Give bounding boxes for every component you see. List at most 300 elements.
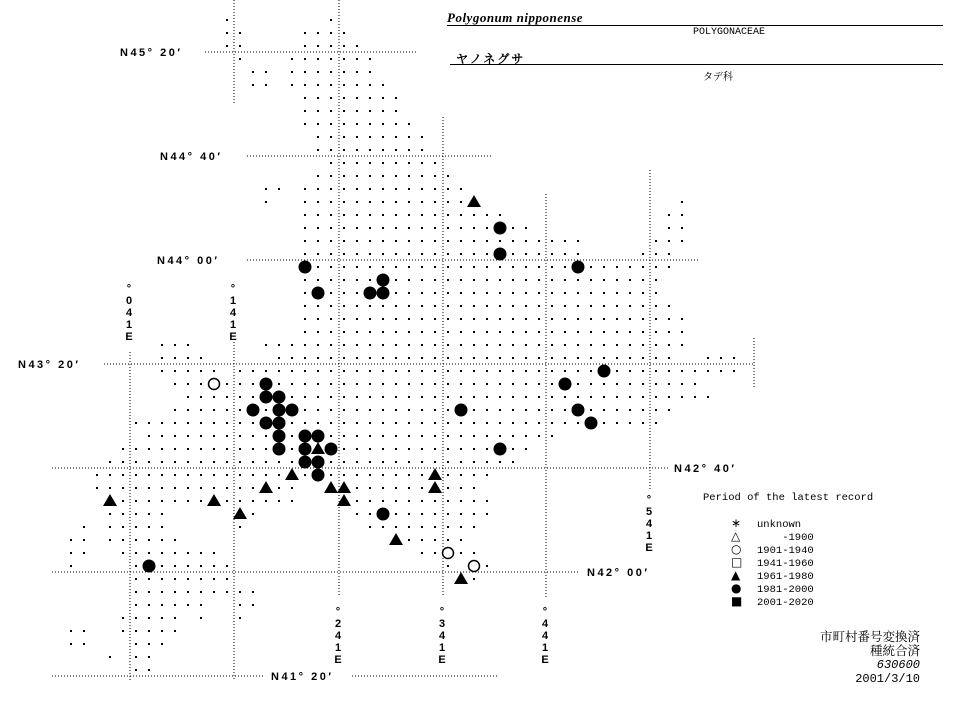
- longitude-label-char: 4: [541, 618, 549, 630]
- mesh-dot: [174, 383, 176, 385]
- mesh-dot: [161, 565, 163, 567]
- mesh-dot: [395, 331, 397, 333]
- japanese-name: ヤノネグサ: [456, 52, 526, 66]
- mesh-dot: [421, 279, 423, 281]
- record-filled-circle-1981-2000: [273, 430, 286, 443]
- mesh-dot: [382, 370, 384, 372]
- mesh-dot: [447, 435, 449, 437]
- mesh-dot: [369, 240, 371, 242]
- mesh-dot: [408, 149, 410, 151]
- mesh-dot: [83, 526, 85, 528]
- mesh-dot: [707, 396, 709, 398]
- mesh-dot: [226, 396, 228, 398]
- mesh-dot: [369, 253, 371, 255]
- mesh-dot: [421, 474, 423, 476]
- mesh-dot: [239, 409, 241, 411]
- mesh-dot: [434, 396, 436, 398]
- mesh-dot: [538, 279, 540, 281]
- mesh-dot: [577, 422, 579, 424]
- mesh-dot: [200, 422, 202, 424]
- mesh-dot: [395, 188, 397, 190]
- mesh-dot: [642, 318, 644, 320]
- mesh-dot: [460, 357, 462, 359]
- mesh-dot: [148, 669, 150, 671]
- mesh-dot: [213, 409, 215, 411]
- mesh-dot: [460, 500, 462, 502]
- mesh-dot: [460, 396, 462, 398]
- mesh-dot: [226, 448, 228, 450]
- mesh-dot: [629, 344, 631, 346]
- mesh-dot: [525, 227, 527, 229]
- mesh-dot: [668, 357, 670, 359]
- mesh-dot: [408, 344, 410, 346]
- mesh-dot: [148, 591, 150, 593]
- mesh-dot: [486, 383, 488, 385]
- mesh-dot: [447, 279, 449, 281]
- mesh-dot: [369, 110, 371, 112]
- mesh-dot: [512, 461, 514, 463]
- mesh-dot: [395, 500, 397, 502]
- mesh-dot: [447, 370, 449, 372]
- mesh-dot: [187, 448, 189, 450]
- mesh-dot: [408, 227, 410, 229]
- mesh-dot: [564, 331, 566, 333]
- mesh-dot: [122, 474, 124, 476]
- mesh-dot: [317, 396, 319, 398]
- mesh-dot: [473, 266, 475, 268]
- mesh-dot: [148, 643, 150, 645]
- longitude-label-char: °: [439, 606, 445, 618]
- mesh-dot: [460, 188, 462, 190]
- mesh-dot: [408, 435, 410, 437]
- mesh-dot: [356, 162, 358, 164]
- open-triangle-symbol-icon: △: [731, 529, 741, 543]
- mesh-dot: [369, 370, 371, 372]
- mesh-dot: [642, 253, 644, 255]
- mesh-dot: [109, 526, 111, 528]
- mesh-dot: [603, 344, 605, 346]
- mesh-dot: [291, 396, 293, 398]
- mesh-dot: [551, 435, 553, 437]
- mesh-dot: [382, 422, 384, 424]
- mesh-dot: [499, 435, 501, 437]
- longitude-label-char: °: [230, 283, 236, 295]
- mesh-dot: [304, 188, 306, 190]
- mesh-dot: [629, 357, 631, 359]
- mesh-dot: [200, 370, 202, 372]
- mesh-dot: [629, 305, 631, 307]
- mesh-dot: [538, 240, 540, 242]
- mesh-dot: [369, 305, 371, 307]
- mesh-dot: [525, 448, 527, 450]
- mesh-dot: [343, 474, 345, 476]
- mesh-dot: [538, 357, 540, 359]
- mesh-dot: [317, 331, 319, 333]
- record-filled-circle-1981-2000: [273, 391, 286, 404]
- mesh-dot: [122, 630, 124, 632]
- open-square-symbol-icon: □: [731, 555, 743, 569]
- mesh-dot: [629, 396, 631, 398]
- mesh-dot: [330, 474, 332, 476]
- mesh-dot: [252, 396, 254, 398]
- mesh-dot: [239, 370, 241, 372]
- mesh-dot: [200, 396, 202, 398]
- mesh-dot: [395, 396, 397, 398]
- mesh-dot: [122, 461, 124, 463]
- record-filled-circle-1981-2000: [325, 443, 338, 456]
- mesh-dot: [122, 617, 124, 619]
- mesh-dot: [369, 279, 371, 281]
- mesh-dot: [473, 305, 475, 307]
- longitude-label-char: E: [229, 331, 237, 343]
- mesh-dot: [434, 461, 436, 463]
- mesh-dot: [226, 565, 228, 567]
- mesh-dot: [343, 227, 345, 229]
- mesh-dot: [343, 97, 345, 99]
- mesh-dot: [317, 71, 319, 73]
- mesh-dot: [213, 591, 215, 593]
- mesh-dot: [148, 539, 150, 541]
- legend-item-label: unknown: [757, 519, 802, 531]
- record-filled-circle-1981-2000: [494, 443, 507, 456]
- mesh-dot: [551, 318, 553, 320]
- mesh-dot: [239, 461, 241, 463]
- mesh-dot: [200, 357, 202, 359]
- mesh-dot: [577, 396, 579, 398]
- mesh-dot: [395, 513, 397, 515]
- mesh-dot: [382, 214, 384, 216]
- mesh-dot: [538, 409, 540, 411]
- mesh-dot: [174, 422, 176, 424]
- mesh-dot: [369, 71, 371, 73]
- mesh-dot: [434, 383, 436, 385]
- mesh-dot: [239, 617, 241, 619]
- record-filled-circle-1981-2000: [377, 274, 390, 287]
- mesh-dot: [551, 292, 553, 294]
- mesh-dot: [148, 474, 150, 476]
- mesh-dot: [577, 331, 579, 333]
- mesh-dot: [668, 305, 670, 307]
- mesh-dot: [681, 240, 683, 242]
- mesh-dot: [590, 279, 592, 281]
- mesh-dot: [356, 435, 358, 437]
- longitude-label-char: 1: [645, 530, 653, 542]
- mesh-dot: [434, 305, 436, 307]
- mesh-dot: [174, 617, 176, 619]
- mesh-dot: [629, 383, 631, 385]
- mesh-dot: [356, 318, 358, 320]
- legend-item-label: 1941-1960: [757, 558, 814, 570]
- mesh-dot: [317, 383, 319, 385]
- mesh-dot: [447, 331, 449, 333]
- mesh-dot: [278, 370, 280, 372]
- mesh-dot: [525, 422, 527, 424]
- mesh-dot: [200, 500, 202, 502]
- mesh-dot: [395, 149, 397, 151]
- mesh-dot: [317, 214, 319, 216]
- mesh-dot: [265, 71, 267, 73]
- mesh-dot: [369, 513, 371, 515]
- mesh-dot: [408, 500, 410, 502]
- mesh-dot: [434, 214, 436, 216]
- mesh-dot: [356, 149, 358, 151]
- mesh-dot: [343, 422, 345, 424]
- mesh-dot: [473, 500, 475, 502]
- mesh-dot: [382, 461, 384, 463]
- mesh-dot: [265, 461, 267, 463]
- mesh-dot: [421, 357, 423, 359]
- latitude-label: N42° 00′: [587, 567, 650, 579]
- mesh-dot: [551, 240, 553, 242]
- mesh-dot: [408, 461, 410, 463]
- mesh-dot: [330, 396, 332, 398]
- mesh-dot: [317, 45, 319, 47]
- mesh-dot: [317, 344, 319, 346]
- mesh-dot: [317, 279, 319, 281]
- mesh-dot: [395, 123, 397, 125]
- mesh-dot: [356, 84, 358, 86]
- mesh-dot: [330, 331, 332, 333]
- mesh-dot: [421, 188, 423, 190]
- longitude-label-char: E: [334, 654, 342, 666]
- mesh-dot: [200, 461, 202, 463]
- mesh-dot: [356, 487, 358, 489]
- mesh-dot: [525, 435, 527, 437]
- record-filled-circle-1981-2000: [364, 287, 377, 300]
- mesh-dot: [655, 357, 657, 359]
- family-name-japanese: タデ科: [703, 72, 733, 83]
- mesh-dot: [265, 409, 267, 411]
- mesh-dot: [512, 331, 514, 333]
- mesh-dot: [226, 487, 228, 489]
- mesh-dot: [655, 292, 657, 294]
- mesh-dot: [356, 71, 358, 73]
- mesh-dot: [200, 552, 202, 554]
- mesh-dot: [434, 279, 436, 281]
- mesh-dot: [668, 396, 670, 398]
- mesh-dot: [252, 422, 254, 424]
- mesh-dot: [343, 253, 345, 255]
- mesh-dot: [356, 266, 358, 268]
- mesh-dot: [252, 474, 254, 476]
- mesh-dot: [447, 526, 449, 528]
- mesh-dot: [382, 175, 384, 177]
- mesh-dot: [148, 422, 150, 424]
- mesh-dot: [395, 162, 397, 164]
- mesh-dot: [304, 84, 306, 86]
- mesh-dot: [174, 409, 176, 411]
- mesh-dot: [486, 292, 488, 294]
- mesh-dot: [343, 461, 345, 463]
- mesh-dot: [330, 214, 332, 216]
- mesh-dot: [330, 19, 332, 21]
- note-municipality-converted: 市町村番号変換済: [819, 629, 920, 644]
- mesh-dot: [70, 630, 72, 632]
- mesh-dot: [434, 539, 436, 541]
- mesh-dot: [447, 240, 449, 242]
- legend-item-label: 1961-1980: [757, 571, 814, 583]
- mesh-dot: [239, 604, 241, 606]
- mesh-dot: [161, 617, 163, 619]
- mesh-dot: [460, 539, 462, 541]
- mesh-dot: [304, 97, 306, 99]
- mesh-dot: [577, 279, 579, 281]
- legend-title: Period of the latest record: [703, 492, 874, 504]
- mesh-dot: [226, 578, 228, 580]
- mesh-dot: [447, 214, 449, 216]
- mesh-dot: [486, 370, 488, 372]
- mesh-dot: [499, 214, 501, 216]
- mesh-dot: [369, 97, 371, 99]
- mesh-dot: [460, 344, 462, 346]
- mesh-dot: [421, 292, 423, 294]
- mesh-dot: [395, 422, 397, 424]
- mesh-dot: [421, 422, 423, 424]
- mesh-dot: [148, 487, 150, 489]
- mesh-dot: [408, 422, 410, 424]
- mesh-dot: [382, 227, 384, 229]
- mesh-dot: [642, 292, 644, 294]
- mesh-dot: [382, 526, 384, 528]
- mesh-dot: [499, 331, 501, 333]
- mesh-dot: [642, 383, 644, 385]
- mesh-dot: [395, 370, 397, 372]
- mesh-dot: [174, 500, 176, 502]
- mesh-dot: [278, 357, 280, 359]
- mesh-dot: [239, 526, 241, 528]
- mesh-dot: [369, 448, 371, 450]
- mesh-dot: [473, 292, 475, 294]
- mesh-dot: [395, 383, 397, 385]
- mesh-dot: [161, 357, 163, 359]
- mesh-dot: [200, 383, 202, 385]
- mesh-dot: [265, 500, 267, 502]
- mesh-dot: [590, 318, 592, 320]
- mesh-dot: [343, 188, 345, 190]
- mesh-dot: [369, 136, 371, 138]
- longitude-label-char: 5: [645, 506, 653, 518]
- mesh-dot: [356, 175, 358, 177]
- mesh-dot: [421, 240, 423, 242]
- mesh-dot: [356, 97, 358, 99]
- mesh-dot: [252, 448, 254, 450]
- mesh-dot: [330, 136, 332, 138]
- mesh-dot: [421, 318, 423, 320]
- mesh-dot: [356, 136, 358, 138]
- mesh-dot: [408, 175, 410, 177]
- mesh-dot: [161, 513, 163, 515]
- mesh-dot: [356, 461, 358, 463]
- mesh-dot: [369, 123, 371, 125]
- mesh-dot: [460, 201, 462, 203]
- mesh-dot: [447, 253, 449, 255]
- mesh-dot: [408, 214, 410, 216]
- mesh-dot: [382, 84, 384, 86]
- mesh-dot: [252, 487, 254, 489]
- mesh-dot: [382, 201, 384, 203]
- mesh-dot: [278, 344, 280, 346]
- mesh-dot: [395, 97, 397, 99]
- mesh-dot: [421, 539, 423, 541]
- mesh-dot: [434, 201, 436, 203]
- mesh-dot: [447, 344, 449, 346]
- mesh-dot: [187, 552, 189, 554]
- record-filled-circle-1981-2000: [299, 456, 312, 469]
- mesh-dot: [408, 513, 410, 515]
- mesh-dot: [551, 279, 553, 281]
- mesh-dot: [265, 201, 267, 203]
- mesh-dot: [512, 318, 514, 320]
- mesh-dot: [356, 201, 358, 203]
- mesh-dot: [421, 305, 423, 307]
- mesh-dot: [408, 201, 410, 203]
- mesh-dot: [629, 292, 631, 294]
- mesh-dot: [421, 162, 423, 164]
- mesh-dot: [668, 227, 670, 229]
- mesh-dot: [213, 565, 215, 567]
- mesh-dot: [200, 435, 202, 437]
- mesh-dot: [187, 344, 189, 346]
- mesh-dot: [564, 370, 566, 372]
- mesh-dot: [681, 370, 683, 372]
- mesh-dot: [135, 526, 137, 528]
- mesh-dot: [460, 214, 462, 216]
- longitude-label-char: °: [335, 606, 341, 618]
- latitude-label: N44° 00′: [157, 255, 220, 267]
- mesh-dot: [330, 45, 332, 47]
- mesh-dot: [343, 214, 345, 216]
- mesh-dot: [642, 344, 644, 346]
- mesh-dot: [447, 487, 449, 489]
- mesh-dot: [395, 110, 397, 112]
- mesh-dot: [317, 97, 319, 99]
- mesh-dot: [187, 578, 189, 580]
- mesh-dot: [226, 19, 228, 21]
- longitude-label-char: E: [125, 331, 133, 343]
- record-filled-circle-1981-2000: [494, 248, 507, 261]
- mesh-dot: [486, 474, 488, 476]
- mesh-dot: [603, 305, 605, 307]
- mesh-dot: [187, 591, 189, 593]
- mesh-dot: [395, 305, 397, 307]
- mesh-dot: [343, 201, 345, 203]
- record-open-circle-1901-1940: [469, 561, 480, 572]
- mesh-dot: [395, 227, 397, 229]
- mesh-dot: [395, 279, 397, 281]
- record-filled-circle-1981-2000: [260, 391, 273, 404]
- mesh-dot: [525, 318, 527, 320]
- mesh-dot: [239, 45, 241, 47]
- mesh-dot: [486, 448, 488, 450]
- record-filled-circle-1981-2000: [260, 378, 273, 391]
- mesh-dot: [447, 500, 449, 502]
- mesh-dot: [200, 448, 202, 450]
- mesh-dot: [356, 292, 358, 294]
- mesh-dot: [564, 292, 566, 294]
- mesh-dot: [564, 409, 566, 411]
- mesh-dot: [486, 422, 488, 424]
- mesh-dot: [252, 383, 254, 385]
- mesh-dot: [122, 526, 124, 528]
- mesh-dot: [395, 253, 397, 255]
- mesh-dot: [499, 461, 501, 463]
- mesh-dot: [473, 461, 475, 463]
- mesh-dot: [421, 409, 423, 411]
- record-filled-circle-1981-2000: [312, 430, 325, 443]
- mesh-dot: [343, 149, 345, 151]
- record-filled-circle-1981-2000: [312, 456, 325, 469]
- mesh-dot: [369, 461, 371, 463]
